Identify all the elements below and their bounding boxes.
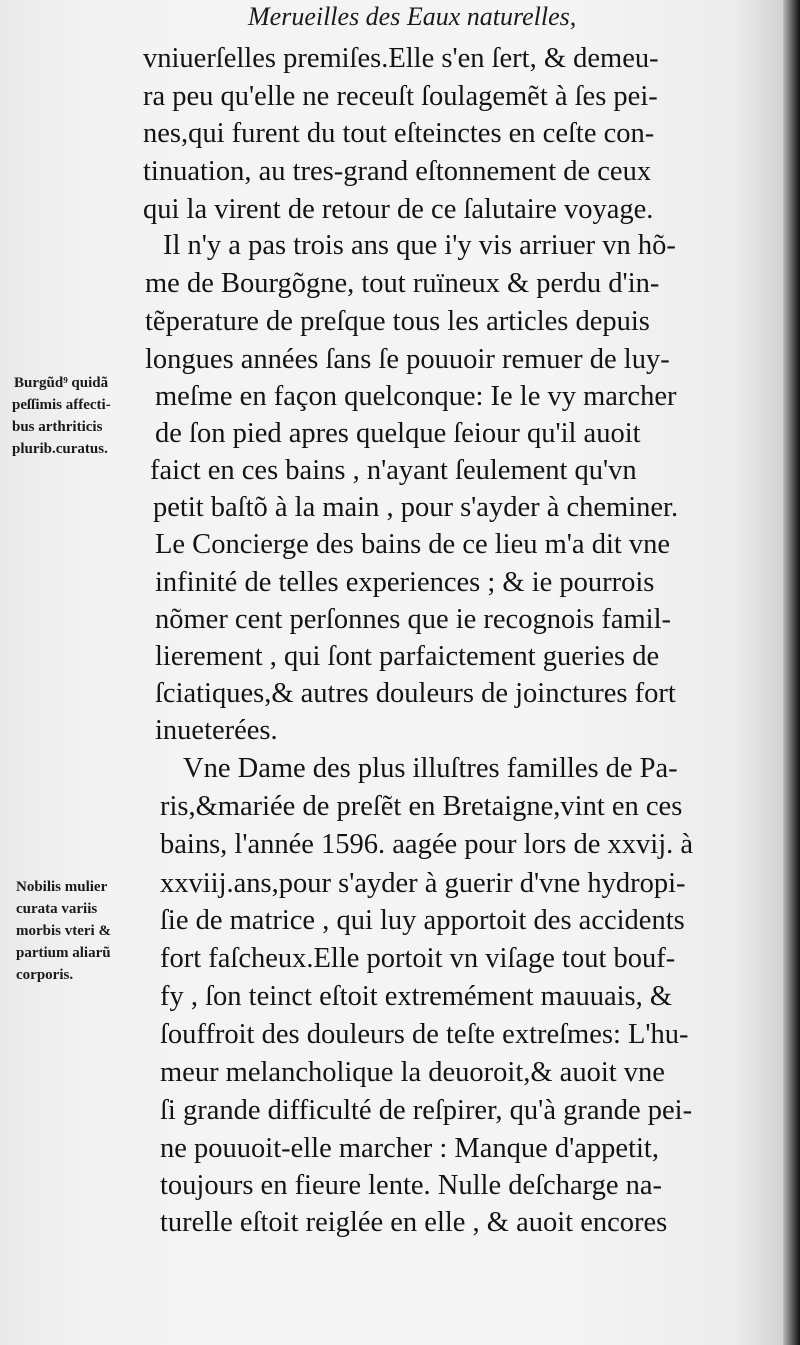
text-line: turelle eſtoit reiglée en elle , & auoit encores (160, 1207, 668, 1238)
text-line: ſie de matrice , qui luy apportoit des accidents (160, 905, 685, 936)
text-line: Il n'y a pas trois ans que i'y vis arriuer vn hõ- (163, 230, 676, 261)
text-line: Le Concierge des bains de ce lieu m'a dit vne (155, 529, 671, 560)
running-title: Merueilles des Eaux naturelles, (248, 2, 577, 31)
text-line: bains, l'année 1596. aagée pour lors de xxvij. à (160, 829, 694, 860)
margin-note-line: Burgũd⁹ quidã (14, 375, 109, 391)
page-edge-shadow (783, 0, 800, 1345)
text-line: faict en ces bains , n'ayant ſeulement qu'vn (150, 455, 637, 486)
margin-note-line: plurib.curatus. (12, 441, 108, 457)
margin-note-line: Nobilis mulier (16, 879, 108, 895)
text-line: ſi grande difficulté de reſpirer, qu'à grande pei- (160, 1095, 693, 1126)
text-line: de ſon pied apres quelque ſeiour qu'il auoit (155, 418, 641, 449)
margin-note-line: curata variis (16, 901, 98, 917)
text-line: fy , ſon teinct eſtoit extremément mauuais, & (160, 981, 673, 1012)
text-line: tinuation, au tres-grand eſtonnement de ceux (143, 156, 652, 187)
text-line: ne pouuoit-elle marcher : Manque d'appetit, (160, 1133, 659, 1164)
text-line: ſciatiques,& autres douleurs de joinctures fort (155, 678, 676, 709)
text-line: vniuerſelles premiſes.Elle s'en ſert, & demeu- (143, 43, 659, 74)
margin-note-line: partium aliarũ (16, 945, 111, 961)
text-line: infinité de telles experiences ; & ie pourrois (155, 567, 655, 598)
text-line: Vne Dame des plus illuſtres familles de Pa- (183, 753, 678, 784)
text-line: meur melancholique la deuoroit,& auoit vne (160, 1057, 665, 1088)
text-line: meſme en façon quelconque: Ie le vy marcher (155, 381, 677, 412)
margin-note-line: peſſimis affecti- (12, 397, 111, 413)
text-line: nes,qui furent du tout eſteinctes en ceſte con- (143, 118, 655, 149)
text-line: petit baſtõ à la main , pour s'ayder à cheminer. (153, 492, 679, 523)
text-line: ris,&mariée de preſẽt en Bretaigne,vint en ces (160, 791, 683, 822)
text-line: nõmer cent perſonnes que ie recognois famil- (155, 604, 671, 635)
text-line: ſouffroit des douleurs de teſte extreſmes: L'hu- (160, 1019, 689, 1050)
text-line: fort faſcheux.Elle portoit vn viſage tout bouf- (160, 943, 676, 974)
margin-note-line: corporis. (16, 967, 74, 983)
text-line: toujours en fieure lente. Nulle deſcharge na- (160, 1170, 662, 1201)
text-line: longues années ſans ſe pouuoir remuer de luy- (145, 344, 670, 375)
text-line: lierement , qui ſont parfaictement gueries de (155, 641, 660, 672)
text-line: qui la virent de retour de ce ſalutaire voyage. (143, 194, 654, 225)
margin-note-line: bus arthriticis (12, 419, 103, 435)
text-line: inueterées. (155, 715, 278, 746)
text-line: ra peu qu'elle ne receuſt ſoulagemẽt à ſes pei- (143, 81, 658, 112)
text-line: me de Bourgõgne, tout ruïneux & perdu d'in- (145, 268, 660, 299)
margin-note-line: morbis vteri & (16, 923, 111, 939)
text-line: xxviij.ans,pour s'ayder à guerir d'vne hydropi- (160, 868, 686, 899)
text-line: tẽperature de preſque tous les articles depuis (145, 306, 650, 337)
